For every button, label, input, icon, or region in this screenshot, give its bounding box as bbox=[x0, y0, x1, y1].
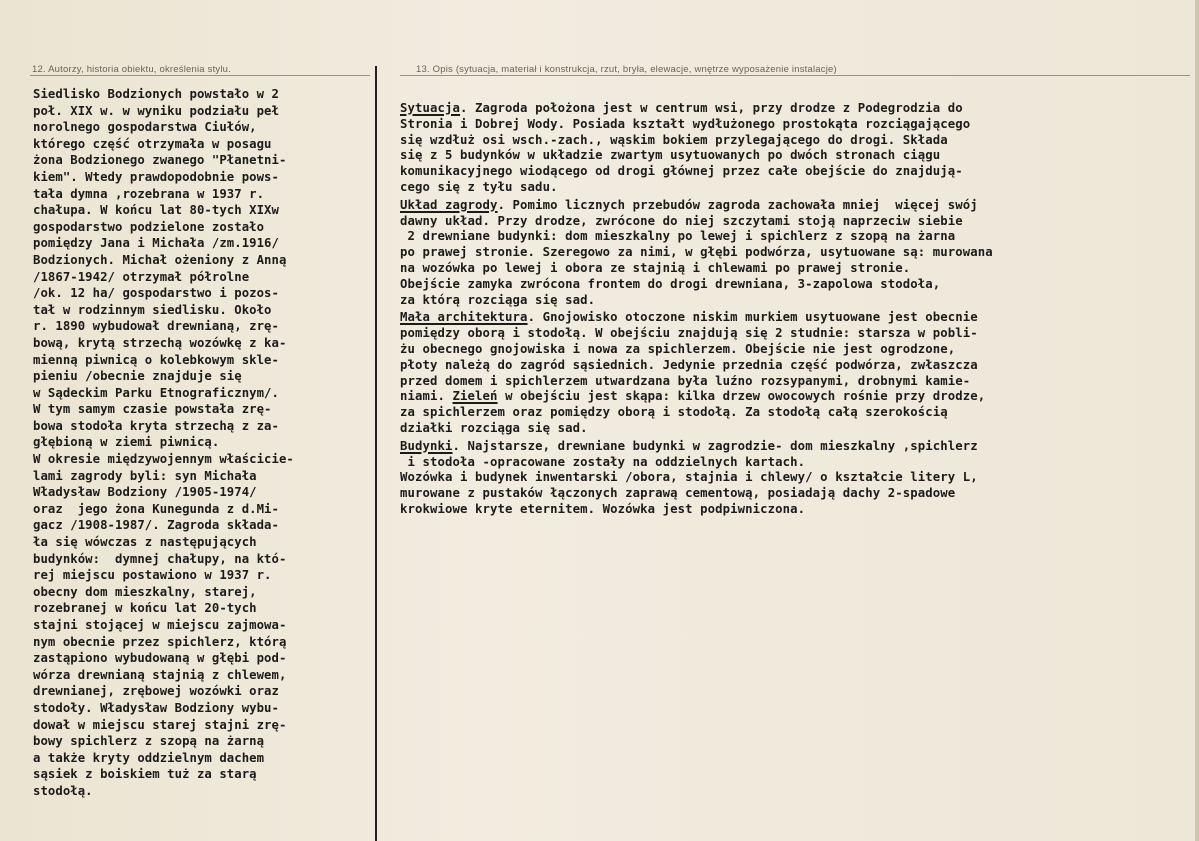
history-line: żona Bodzionego zwanego "Płanetni- bbox=[33, 153, 287, 168]
history-line: poł. XIX w. w wyniku podziału peł bbox=[33, 103, 279, 118]
history-line: ła się wówczas z następujących bbox=[33, 535, 257, 550]
history-line: pomiędzy Jana i Michała /zm.1916/ bbox=[33, 236, 279, 251]
history-line: rozebranej w końcu lat 20-tych bbox=[33, 601, 257, 616]
history-line: Siedlisko Bodzionych powstało w 2 bbox=[33, 87, 279, 101]
description-text: się z 5 budynków w układzie zwartym usytuowanych po dwóch stronach ciągu bbox=[400, 148, 941, 163]
description-line bbox=[400, 486, 993, 502]
description-line bbox=[400, 214, 993, 230]
history-line: bowy spichlerz z szopą na żarną bbox=[33, 734, 265, 749]
description-line bbox=[400, 358, 993, 374]
description-line bbox=[400, 133, 993, 149]
history-line: mienną piwnicą o kolebkowym skle- bbox=[33, 352, 279, 367]
description-line bbox=[400, 117, 993, 133]
description-line bbox=[400, 245, 993, 261]
page-edge bbox=[1195, 0, 1199, 841]
history-line: drewnianej, zrębowej wozówki oraz bbox=[33, 684, 279, 699]
section-heading: Mała architektura bbox=[400, 310, 528, 325]
description-text: . Zagroda położona jest w centrum wsi, przy drodze z Podegrodzia do bbox=[460, 101, 963, 115]
description-text: dawny układ. Przy drodze, zwrócone do niej szczytami stoją naprzeciw siebie bbox=[400, 213, 963, 228]
history-line: tał w rodzinnym siedlisku. Około bbox=[33, 302, 272, 317]
description-line bbox=[400, 229, 993, 245]
history-line: r. 1890 wybudował drewnianą, zrę- bbox=[33, 319, 279, 334]
description-text: się wzdłuż osi wsch.-zach., wąskim bokiem przylegającego do drogi. Składa bbox=[400, 132, 948, 147]
history-line: a także kryty oddzielnym dachem bbox=[33, 750, 265, 765]
description-line bbox=[400, 198, 993, 214]
section-heading: Sytuacja bbox=[400, 101, 461, 115]
history-line: /1867-1942/ otrzymał półrolne bbox=[33, 269, 250, 284]
description-text: . Gnojowisko otoczone niskim murkiem usytuowane jest obecnie bbox=[527, 310, 978, 325]
history-line: stodołą. bbox=[33, 783, 93, 798]
history-line: norolnego gospodarstwa Ciułów, bbox=[33, 120, 257, 135]
history-line: Władysław Bodziony /1905-1974/ bbox=[33, 485, 257, 500]
history-line: wórza drewnianą stajnią z chlewem, bbox=[33, 667, 287, 682]
history-line: oraz jego żona Kunegunda z d.Mi- bbox=[33, 501, 279, 516]
description-text: żu obecnego gnojowiska i nowa za spichlerzem. Obejście nie jest ogrodzone, bbox=[400, 341, 956, 356]
history-line: kiem". Wtedy prawdopodobnie pows- bbox=[33, 169, 279, 184]
history-line: gacz /1908-1987/. Zagroda składa- bbox=[33, 518, 279, 533]
description-line bbox=[400, 261, 993, 277]
history-line: którego część otrzymała w posagu bbox=[33, 136, 272, 151]
history-line: chałupa. W końcu lat 80-tych XIXw bbox=[33, 203, 279, 218]
history-line: nym obecnie przez spichlerz, którą bbox=[33, 634, 287, 649]
description-line bbox=[400, 326, 993, 342]
description-line bbox=[400, 148, 993, 164]
description-text: działki rozciąga się sad. bbox=[400, 420, 588, 435]
history-line: rej miejscu postawiono w 1937 r. bbox=[33, 568, 272, 583]
description-text: Wozówka i budynek inwentarski /obora, stajnia i chlewy/ o kształcie litery L, bbox=[400, 470, 978, 485]
description-text: komunikacyjnego wiodącego od drogi głównej przez całe obejście do znajdują- bbox=[400, 164, 963, 179]
description-text: . Najstarsze, drewniane budynki w zagrodzie- dom mieszkalny ,spichlerz bbox=[452, 438, 978, 453]
description-line bbox=[400, 180, 993, 196]
description-line bbox=[400, 389, 993, 405]
history-line: /ok. 12 ha/ gospodarstwo i pozos- bbox=[33, 286, 279, 301]
section-12-header: 12. Autorzy, historia obiektu, określenia stylu. bbox=[32, 64, 231, 75]
description-text: na wozówka po lewej i obora ze stajnią i chlewami po prawej stronie. bbox=[400, 260, 911, 275]
description-line bbox=[400, 310, 993, 326]
history-line: zastąpiono wybudowaną w głębi pod- bbox=[33, 651, 287, 666]
history-line: pieniu /obecnie znajduje się bbox=[33, 369, 242, 384]
section-13-header: 13. Opis (sytuacja, materiał i konstrukcja, rzut, bryła, elewacje, wnętrze wyposażenie instalacje) bbox=[416, 64, 837, 75]
history-line: lami zagrody byli: syn Michała bbox=[33, 468, 257, 483]
history-line: głębioną w ziemi piwnicą. bbox=[33, 435, 220, 450]
header-rule-right bbox=[400, 75, 1190, 76]
history-line: budynków: dymnej chałupy, na któ- bbox=[33, 551, 287, 566]
description-text: 2 drewniane budynki: dom mieszkalny po lewej i spichlerz z szopą na żarna bbox=[400, 229, 956, 244]
history-line: dował w miejscu starej stajni zrę- bbox=[33, 717, 287, 732]
history-line: sąsiek z boiskiem tuż za starą bbox=[33, 767, 257, 782]
section-heading: Zieleń bbox=[452, 389, 498, 404]
description-line bbox=[400, 293, 993, 309]
history-line: gospodarstwo podzielone zostało bbox=[33, 219, 265, 234]
history-line: W tym samym czasie powstała zrę- bbox=[33, 402, 272, 417]
description-text: Obejście zamyka zwrócona frontem do drogi drewniana, 3-zapolowa stodoła, bbox=[400, 276, 941, 291]
history-column bbox=[33, 86, 294, 800]
description-line bbox=[400, 277, 993, 293]
description-line bbox=[400, 502, 993, 518]
description-line bbox=[400, 421, 993, 437]
section-heading: Układ zagrody bbox=[400, 197, 498, 212]
description-column bbox=[400, 101, 993, 518]
description-text: za którą rozciąga się sad. bbox=[400, 292, 596, 307]
header-rule-left bbox=[30, 75, 370, 76]
history-line: bową, krytą strzechą wozówkę z ka- bbox=[33, 335, 287, 350]
history-line: bowa stodoła kryta strzechą z za- bbox=[33, 418, 279, 433]
description-line bbox=[400, 455, 993, 471]
description-line bbox=[400, 101, 993, 117]
description-text: murowane z pustaków łączonych zaprawą cementową, posiadają dachy 2-spadowe bbox=[400, 486, 956, 501]
history-line: w Sądeckim Parku Etnograficznym/. bbox=[33, 385, 279, 400]
description-text: krokwiowe kryte eternitem. Wozówka jest podpiwniczona. bbox=[400, 501, 806, 516]
history-line: Bodzionych. Michał ożeniony z Anną bbox=[33, 252, 287, 267]
description-text: . Pomimo licznych przebudów zagroda zachowała mniej więcej swój bbox=[497, 197, 978, 212]
description-line bbox=[400, 405, 993, 421]
description-text: Stronia i Dobrej Wody. Posiada kształt wydłużonego prostokąta rozciągającego bbox=[400, 116, 971, 131]
history-line: W okresie międzywojennym właścicie- bbox=[33, 452, 294, 467]
column-divider bbox=[375, 66, 377, 841]
description-text: pomiędzy oborą i stodołą. W obejściu znajdują się 2 studnie: starsza w pobli- bbox=[400, 326, 978, 341]
description-text: niami. bbox=[400, 389, 453, 404]
description-text: po prawej stronie. Szeregowo za nimi, w głębi podwórza, usytuowane są: murowana bbox=[400, 245, 993, 260]
history-line: stodoły. Władysław Bodziony wybu- bbox=[33, 700, 279, 715]
description-text: przed domem i spichlerzem utwardzana była luźno rozsypanymi, drobnymi kamie- bbox=[400, 373, 971, 388]
history-line: stajni stojącej w miejscu zajmowa- bbox=[33, 618, 287, 632]
description-line bbox=[400, 439, 993, 455]
description-text: w obejściu jest skąpa: kilka drzew owocowych rośnie przy drodze, bbox=[497, 389, 986, 404]
description-text: cego się z tyłu sadu. bbox=[400, 179, 558, 194]
section-heading: Budynki bbox=[400, 438, 453, 453]
description-text: za spichlerzem oraz pomiędzy oborą i stodołą. Za stodołą całą szerokością bbox=[400, 405, 948, 420]
history-line: obecny dom mieszkalny, starej, bbox=[33, 584, 257, 599]
description-text: i stodoła -opracowane zostały na oddzielnych kartach. bbox=[400, 454, 806, 469]
description-line bbox=[400, 374, 993, 390]
description-line bbox=[400, 342, 993, 358]
description-text: płoty należą do zagród sąsiednich. Jedynie przednia część podwórza, zwłaszcza bbox=[400, 357, 978, 372]
description-line bbox=[400, 470, 993, 486]
history-line: tała dymna ,rozebrana w 1937 r. bbox=[33, 186, 265, 201]
description-line bbox=[400, 164, 993, 180]
